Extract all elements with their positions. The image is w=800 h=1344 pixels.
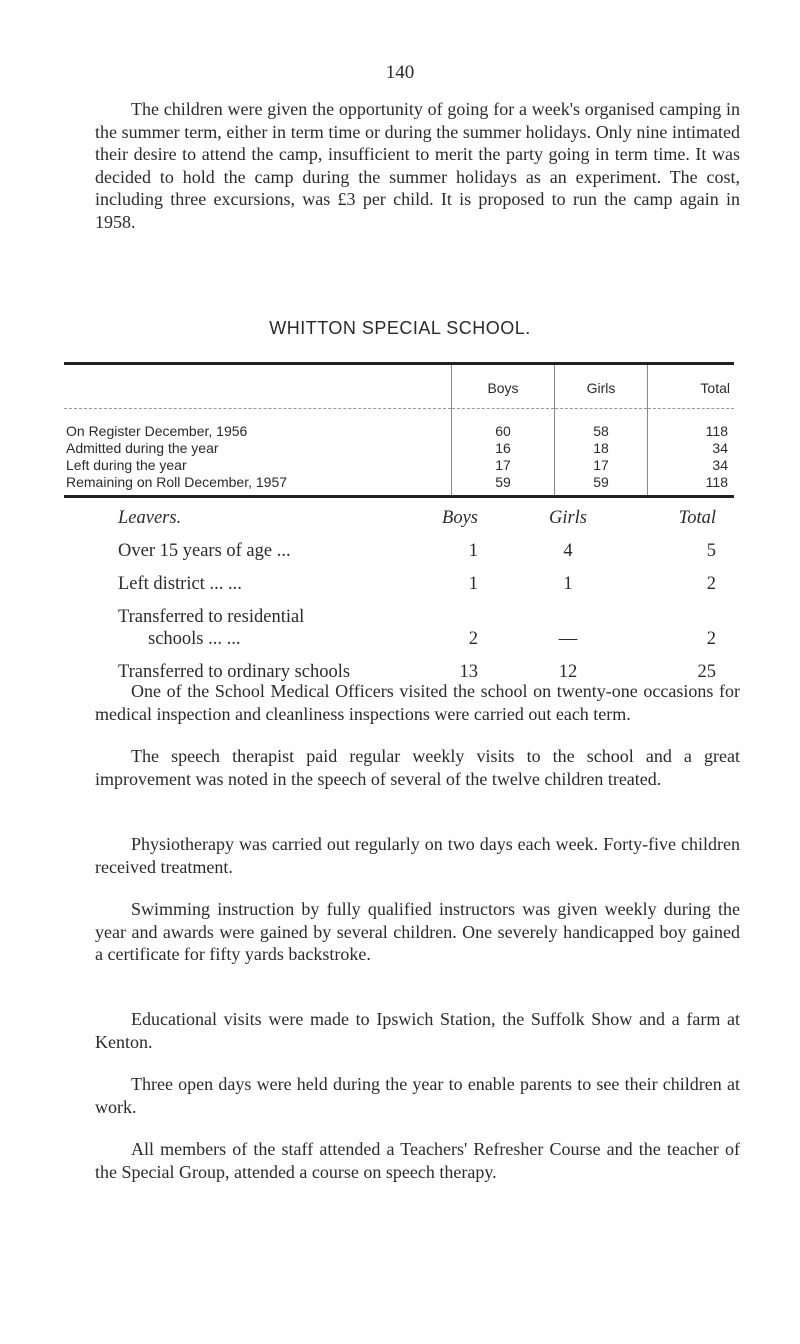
leavers-table xyxy=(118,508,716,695)
leavers-title: Leavers. xyxy=(118,508,182,528)
speech-paragraph: The speech therapist paid regular weekly visits to the school and a great improvement was noted in the speech of several of the twelve children treated. xyxy=(95,746,740,789)
visits-paragraph: Educational visits were made to Ipswich Station, the Suffolk Show and a farm at Kenton. xyxy=(95,1009,740,1052)
page-number: 140 xyxy=(385,62,415,83)
row-girls: 59 xyxy=(555,474,648,495)
row-total: 25 xyxy=(697,662,716,682)
staff-paragraph: All members of the staff attended a Teachers' Refresher Course and the teacher of the Special Group, attended a course on speech therapy. xyxy=(95,1139,740,1182)
leavers-header-girls: Girls xyxy=(548,508,588,528)
table-row xyxy=(64,440,734,457)
row-label: Transferred to residential xyxy=(118,607,305,627)
row-girls: 1 xyxy=(563,574,573,594)
row-label: On Register December, 1956 xyxy=(66,423,248,439)
row-label: Over 15 years of age ... xyxy=(118,541,291,561)
row-label: Admitted during the year xyxy=(66,440,219,456)
row-label: Left during the year xyxy=(66,457,187,473)
row-total: 118 xyxy=(648,409,735,441)
row-total: 2 xyxy=(706,574,716,594)
row-boys: 2 xyxy=(468,629,478,649)
leavers-header-boys: Boys xyxy=(442,508,478,528)
row-label: Left district ... ... xyxy=(118,574,242,594)
row-boys: 1 xyxy=(468,574,478,594)
row-girls: 58 xyxy=(555,409,648,441)
row-total: 34 xyxy=(648,440,735,457)
school-heading: WHITTON SPECIAL SCHOOL. xyxy=(269,318,531,338)
roll-table xyxy=(64,362,734,498)
row-total: 5 xyxy=(706,541,716,561)
row-total: 2 xyxy=(706,629,716,649)
row-boys: 1 xyxy=(468,541,478,561)
medical-paragraph: One of the School Medical Officers visited the school on twenty-one occasions for medical inspection and cleanliness inspections were carried out each term. xyxy=(95,681,740,724)
table-row xyxy=(64,409,734,441)
row-girls: — xyxy=(558,629,578,649)
row-total: 34 xyxy=(648,457,735,474)
table-row xyxy=(64,474,734,495)
row-boys: 16 xyxy=(452,440,555,457)
intro-paragraph: The children were given the opportunity of going for a week's organised camping in the summer term, either in term time or during the summer holidays. Only nine intimated their desire to attend the camp, insufficient to merit the party going in term time. It was decided to hold the camp during the summer holidays as an experiment. The cost, including three excursions, was £3 per child. It is proposed to run the camp again in 1958. xyxy=(95,99,740,232)
swimming-paragraph: Swimming instruction by fully qualified instructors was given weekly during the year and awards were gained by several children. One severely handicapped boy gained a certificate for fifty yards backstroke. xyxy=(95,899,740,964)
row-girls: 12 xyxy=(558,662,578,682)
open-days-paragraph: Three open days were held during the year to enable parents to see their children at work. xyxy=(95,1074,740,1117)
leavers-header xyxy=(118,508,716,534)
table-row xyxy=(118,574,716,600)
row-total: 118 xyxy=(648,474,735,495)
table-row xyxy=(118,541,716,567)
row-boys: 17 xyxy=(452,457,555,474)
row-girls: 4 xyxy=(563,541,573,561)
row-boys: 60 xyxy=(452,409,555,441)
roll-header-label xyxy=(64,365,452,409)
row-girls: 17 xyxy=(555,457,648,474)
roll-table-header xyxy=(64,365,734,409)
leavers-header-total: Total xyxy=(678,508,716,528)
row-label: Remaining on Roll December, 1957 xyxy=(66,474,288,490)
row-girls: 18 xyxy=(555,440,648,457)
table-row xyxy=(118,607,716,655)
row-boys: 59 xyxy=(452,474,555,495)
roll-header-boys: Boys xyxy=(452,365,555,409)
physio-paragraph: Physiotherapy was carried out regularly on two days each week. Forty-five children received treatment. xyxy=(95,834,740,877)
row-label-continued: schools ... ... xyxy=(148,629,241,649)
row-label: Transferred to ordinary schools xyxy=(118,662,351,682)
roll-header-girls: Girls xyxy=(555,365,648,409)
row-boys: 13 xyxy=(459,662,478,682)
roll-header-total: Total xyxy=(648,365,735,409)
table-row xyxy=(64,457,734,474)
